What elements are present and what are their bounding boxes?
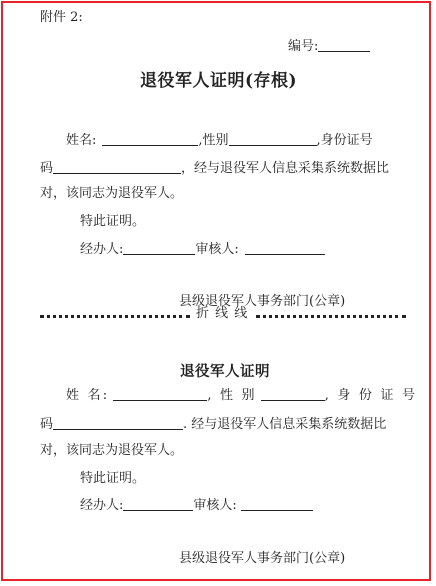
cert-certify: 特此证明。 [80,471,146,486]
cert-id-label: , 身 份 证 号 [324,388,418,403]
cert-id-label-cont: 码 [40,417,54,432]
stub-name-label: 姓名: [66,133,97,148]
cert-department: 县级退役军人事务部门(公章) [179,551,346,566]
stub-handler-label: 经办人: [80,242,124,257]
stub-name-blank[interactable] [102,132,198,146]
cert-id-blank[interactable] [53,416,183,430]
cert-handler-label: 经办人: [80,498,124,513]
cert-signature-line [80,497,313,514]
stub-name-line [66,132,373,149]
fold-line-label: 折 线 线 [196,306,249,321]
stub-statement-1: ，经与退役军人信息采集系统数据比 [181,161,390,176]
stub-id-line [40,160,389,177]
number-field [288,38,370,55]
cert-reviewer-label: 审核人: [193,498,237,513]
stub-gender-blank[interactable] [229,132,317,146]
number-label: 编号: [288,39,319,54]
cert-handler-blank[interactable] [123,497,193,511]
stub-signature-line [80,241,325,258]
stub-title: 退役军人证明(存根) [140,71,298,91]
stub-id-label: ,身份证号 [316,133,373,148]
cert-statement-1: . 经与退役军人信息采集系统数据比 [183,417,387,432]
stub-statement-2: 对，该同志为退役军人。 [40,186,184,201]
cert-name-label: 姓 名: [66,388,110,403]
stub-reviewer-label: 审核人: [195,242,239,257]
cert-name-line [66,387,417,404]
cert-statement-2: 对，该同志为退役军人。 [40,443,184,458]
fold-line-left [40,315,190,318]
cert-name-blank[interactable] [113,387,207,401]
cert-id-line [40,416,386,433]
stub-gender-label: ,性别 [198,133,229,148]
certificate-title: 退役军人证明 [180,363,270,380]
stub-id-blank[interactable] [53,160,181,174]
stub-reviewer-blank[interactable] [245,241,325,255]
fold-line-right [256,315,406,318]
cert-reviewer-blank[interactable] [241,497,313,511]
stub-department: 县级退役军人事务部门(公章) [179,294,346,309]
stub-handler-blank[interactable] [123,241,195,255]
attachment-label: 附件 2: [40,10,83,25]
cert-gender-label: , 性 别 [207,388,257,403]
stub-certify: 特此证明。 [80,214,146,229]
stub-id-label-cont: 码 [40,161,54,176]
cert-gender-blank[interactable] [261,387,325,401]
number-blank[interactable] [318,38,370,52]
